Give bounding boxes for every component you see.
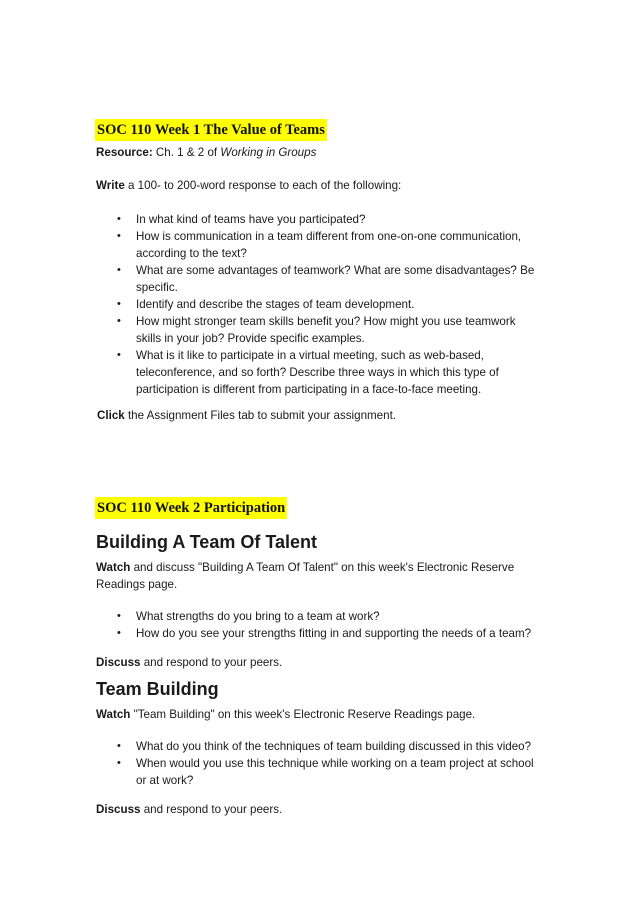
bullet-icon: • [117,757,121,769]
write-label: Write [96,179,125,192]
discuss-label: Discuss [96,656,141,669]
write-text: a 100- to 200-word response to each of the following: [124,179,402,192]
list-item [0,755,536,789]
bullet-icon: • [117,740,121,752]
list-item [0,313,536,347]
section1-watch-line-2: Readings page. [96,578,178,591]
section1-discuss-line [96,654,282,671]
week1-resource-line [96,144,316,161]
section1-question-list [0,608,638,642]
discuss-text: and respond to your peers. [140,656,283,669]
question-text: What strengths do you bring to a team at work? [136,610,380,623]
discuss-label: Discuss [96,803,141,816]
watch-text: and discuss "Building A Team Of Talent" on this week's Electronic Reserve [130,561,515,574]
list-item [0,211,536,228]
week1-question-list [0,211,638,398]
watch-label: Watch [96,561,131,574]
week1-write-line [96,177,401,194]
resource-label: Resource: [96,146,153,159]
question-text: Identify and describe the stages of team development. [136,298,415,311]
resource-book: Working in Groups [220,146,317,159]
section1-watch-line [96,559,514,576]
list-item [0,296,536,313]
bullet-icon: • [117,627,121,639]
resource-text: Ch. 1 & 2 of [152,146,221,159]
section2-discuss-line [96,801,282,818]
list-item [0,262,536,296]
section2-watch-line [96,706,475,723]
section2-question-list [0,738,638,789]
click-label: Click [97,409,125,422]
list-item [0,608,536,625]
question-text: How do you see your strengths fitting in and supporting the needs of a team? [136,627,532,640]
bullet-icon: • [117,298,121,310]
watch-text: "Team Building" on this week's Electronic Reserve Readings page. [130,708,476,721]
bullet-icon: • [117,230,121,242]
section-title-building-team: Building A Team Of Talent [96,532,318,552]
list-item [0,228,536,262]
question-text: How might stronger team skills benefit you? How might you use teamwork skills in your job? Provide specific examples. [136,315,516,345]
question-text: What is it like to participate in a virtual meeting, such as web-based, teleconference, and so forth? Describe three ways in which this type of participation is different from participating in a face-to-face meeting. [136,349,499,396]
watch-label: Watch [96,708,131,721]
question-text: What do you think of the techniques of team building discussed in this video? [136,740,532,753]
question-text: What are some advantages of teamwork? What are some disadvantages? Be specific. [136,264,535,294]
week1-click-line [97,407,396,424]
bullet-icon: • [117,315,121,327]
list-item [0,347,536,398]
week1-heading: SOC 110 Week 1 The Value of Teams [95,119,327,141]
bullet-icon: • [117,349,121,361]
bullet-icon: • [117,213,121,225]
question-text: When would you use this technique while working on a team project at school or at work? [136,757,534,787]
list-item [0,625,536,642]
week2-heading: SOC 110 Week 2 Participation [95,497,287,519]
bullet-icon: • [117,610,121,622]
discuss-text: and respond to your peers. [140,803,283,816]
question-text: How is communication in a team different from one-on-one communication, according to the text? [136,230,522,260]
section-title-team-building: Team Building [96,679,219,699]
bullet-icon: • [117,264,121,276]
list-item [0,738,536,755]
click-text: the Assignment Files tab to submit your assignment. [124,409,397,422]
question-text: In what kind of teams have you participated? [136,213,366,226]
